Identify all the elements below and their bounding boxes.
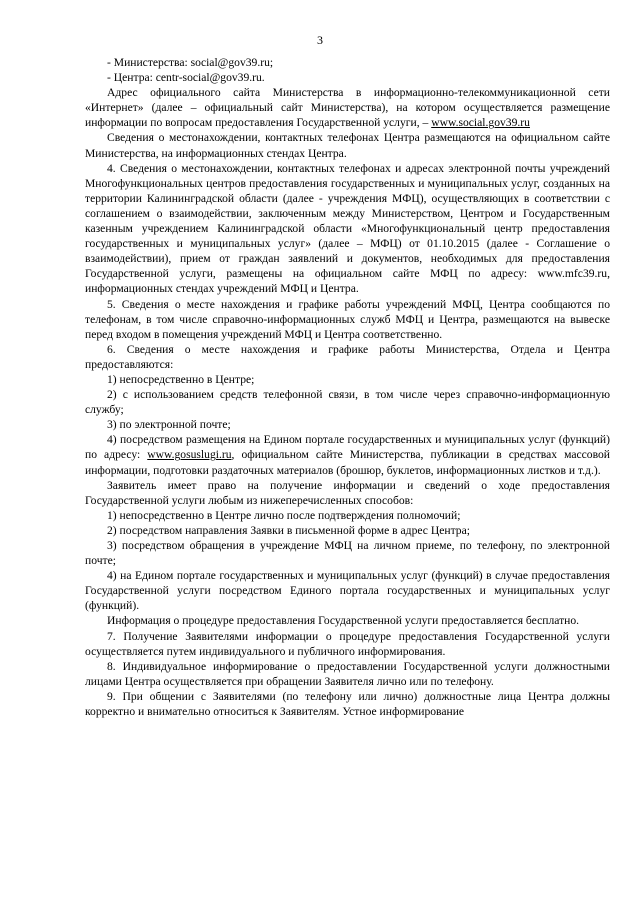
paragraph-email-ministry: - Министерства: social@gov39.ru;: [107, 56, 274, 69]
paragraph-7: 7. Получение Заявителями информации о процедуре предоставления Государственной услуги осуществляется путем индивидуального и публичного информирования.: [85, 629, 610, 658]
gosuslugi-link[interactable]: www.gosuslugi.ru: [147, 448, 232, 462]
paragraph-free-info: Информация о процедуре предоставления Государственной услуги предоставляется бесплатно.: [107, 614, 580, 628]
paragraph-applicant-rights: Заявитель имеет право на получение информации и сведений о ходе предоставления Государственной услуги любым из нижеперечисленных способов:: [85, 478, 610, 507]
list-item-4-after: , официальном сайте Министерства, публикации в средствах массовой информации, подготовки раздаточных материалов (брошюр, буклетов, информационных листков и т.д.).: [85, 448, 610, 477]
method-item-2: 2) посредством направления Заявки в письменной форме в адрес Центра;: [107, 523, 470, 537]
document-body: [85, 55, 610, 719]
paragraph-email-center: - Центра: centr-social@gov39.ru.: [107, 71, 265, 85]
paragraph-8: 8. Индивидуальное информирование о предоставлении Государственной услуги должностными лицами Центра осуществляется при обращении Заявителя лично или по телефону.: [85, 659, 610, 688]
paragraph-9: 9. При общении с Заявителями (по телефону или лично) должностные лица Центра должны корректно и внимательно относиться к Заявителям. Устное информирование: [85, 689, 610, 719]
paragraph-center-location: Сведения о местонахождении, контактных телефонах Центра размещаются на официальном сайте Министерства, на информационных стендах Центра.: [85, 131, 610, 160]
list-item-4: [85, 432, 610, 477]
official-site-text: Адрес официального сайта Министерства в информационно-телекоммуникационной сети «Интернет» (далее – официальный сайт Министерства), на котором осуществляется размещение информации по вопросам предоставления Государственной услуги, –: [85, 86, 610, 130]
list-item-3: 3) по электронной почте;: [107, 418, 231, 432]
page-number: 3: [317, 33, 323, 47]
list-item-1: 1) непосредственно в Центре;: [107, 372, 255, 386]
paragraph-official-site: [85, 85, 610, 130]
paragraph-6: 6. Сведения о месте нахождения и графике работы Министерства, Отдела и Центра предоставляются:: [85, 342, 610, 371]
method-item-3: 3) посредством обращения в учреждение МФЦ на личном приеме, по телефону, по электронной почте;: [85, 539, 610, 568]
paragraph-5: 5. Сведения о месте нахождения и графике работы учреждений МФЦ, Центра сообщаются по телефонам, в том числе справочно-информационных служб МФЦ и Центра, размещаются на вывеске перед входом в помещения учреждений МФЦ и Центра соответственно.: [85, 297, 610, 341]
list-item-4-before: 4) посредством размещения на Едином портале государственных и муниципальных услуг (функций) по адресу:: [85, 433, 610, 462]
method-item-4: 4) на Едином портале государственных и муниципальных услуг (функций) в случае предоставления Государственной услуги посредством Единого портала государственных и муниципальных услуг (функций).: [85, 569, 610, 613]
paragraph-4: 4. Сведения о местонахождении, контактных телефонах и адресах электронной почты учреждений Многофункциональных центров предоставления государственных и муниципальных услуг, созданных на территории Калининградской области (далее - учреждения МФЦ), осуществляющих в соответствии с соглашением о взаимодействии, заключенным между Министерством, Центром и Государственным казенным учреждением Калининградской области «Многофункциональный центр предоставления государственных и муниципальных услуг» (далее – МФЦ) от 01.10.2015 (далее - Соглашение о взаимодействии), прием от граждан заявлений и документов, необходимых для предоставления Государственной услуги, размещены на официальном сайте МФЦ по адресу: www.mfc39.ru, информационных стендах учреждений МФЦ и Центра.: [85, 161, 610, 296]
list-item-2: 2) с использованием средств телефонной связи, в том числе через справочно-информационную службу;: [85, 388, 610, 417]
official-site-link[interactable]: www.social.gov39.ru: [431, 116, 530, 130]
method-item-1: 1) непосредственно в Центре лично после подтверждения полномочий;: [107, 508, 461, 522]
